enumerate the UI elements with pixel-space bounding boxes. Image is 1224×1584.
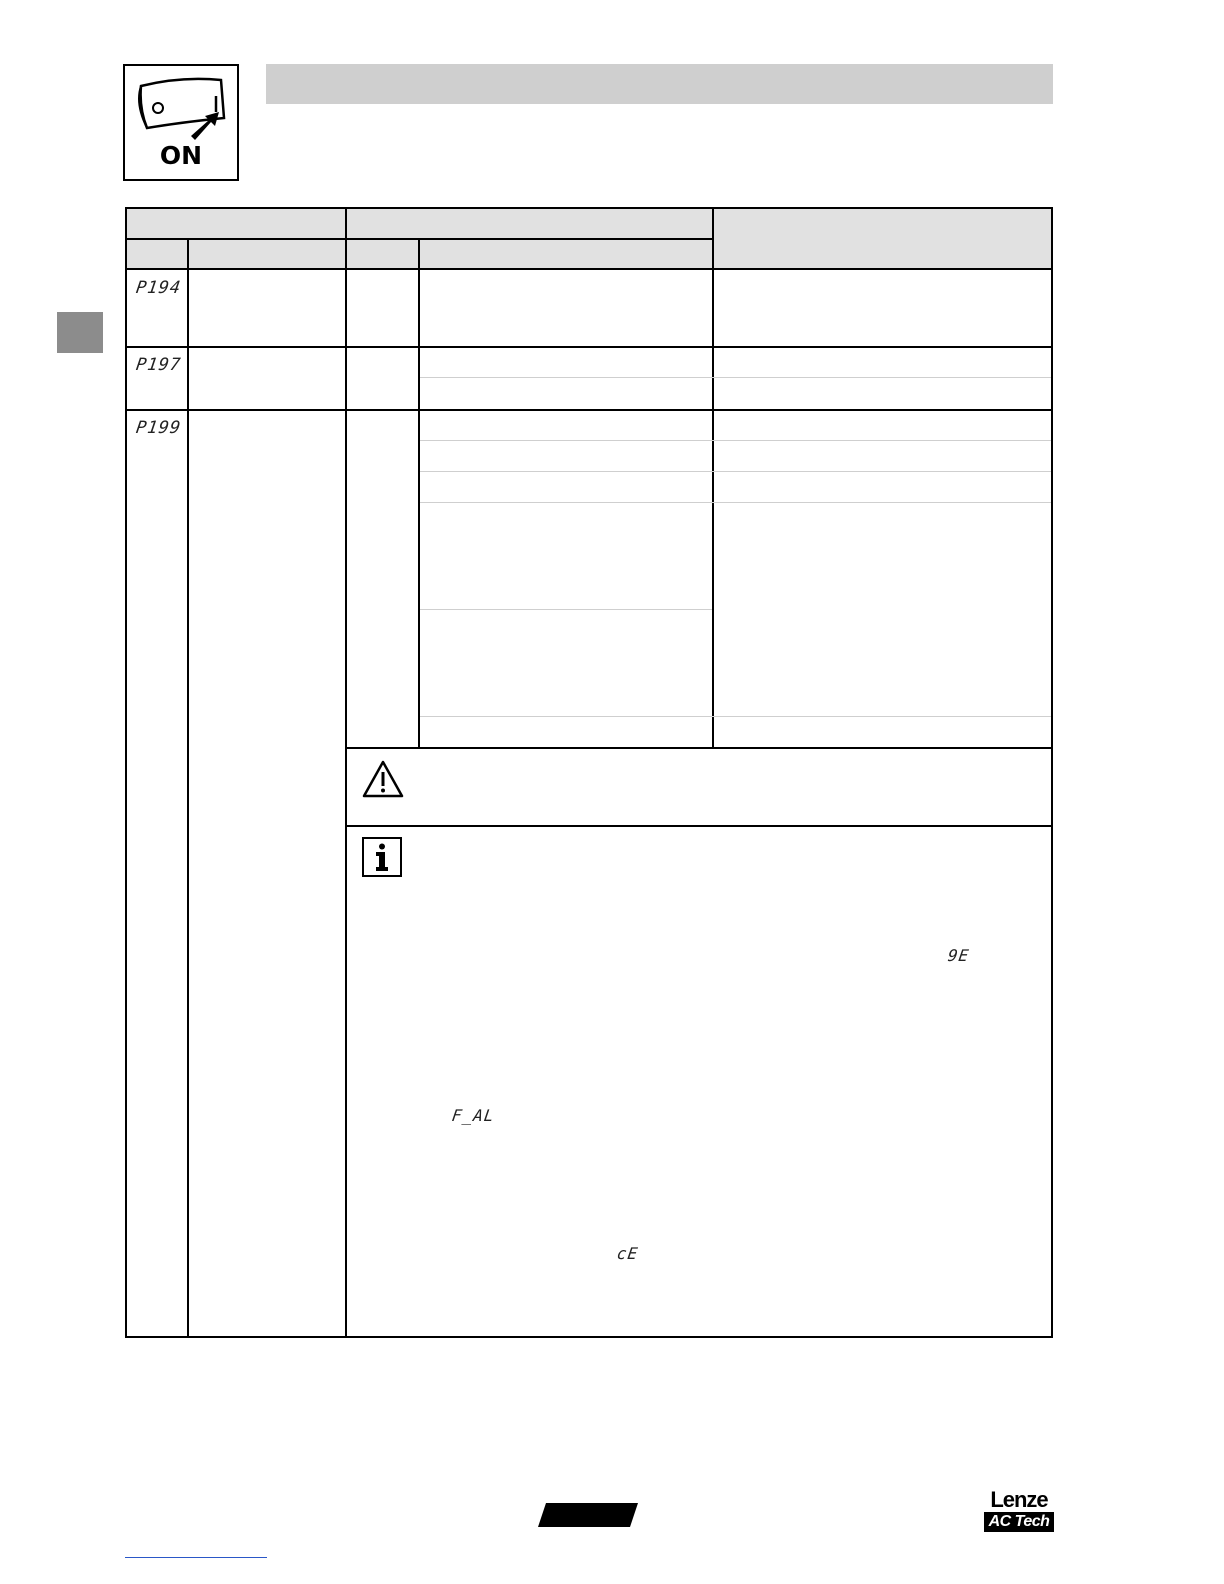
lenze-ac-tech-logo (984, 1489, 1054, 1535)
header-col-divider (712, 207, 714, 268)
table-right-border (1051, 207, 1053, 1338)
header-col-divider (187, 238, 189, 268)
display-glyph: cE (615, 1244, 640, 1263)
row-separator (125, 346, 1053, 348)
header-col-divider (345, 207, 347, 268)
section-header-bar (266, 64, 1053, 104)
name-column-divider (345, 268, 347, 1337)
table-left-border (125, 207, 127, 1338)
subrow-separator (420, 502, 1051, 503)
info-icon (362, 837, 402, 877)
chapter-side-tab (57, 312, 103, 353)
subrow-separator (420, 716, 1051, 717)
subrow-separator (420, 471, 1051, 472)
subrow-separator (420, 609, 712, 610)
note-box-top (345, 825, 1053, 827)
row-separator (125, 409, 1053, 411)
warning-box-top (345, 747, 1053, 749)
subrow-separator (420, 440, 1051, 441)
display-glyph: 9E (946, 946, 971, 965)
subrow-separator (420, 377, 1051, 378)
parameter-code-p199: P199 (134, 418, 183, 438)
display-glyph: F_AL (450, 1106, 496, 1125)
code-column-divider (187, 268, 189, 1337)
on-label: ON (159, 141, 203, 170)
comment-column-divider (712, 268, 714, 748)
parameter-code-p197: P197 (134, 355, 183, 375)
table-top-border (125, 207, 1053, 209)
header-bottom-border (125, 268, 1053, 270)
header-col-divider (418, 238, 420, 268)
parameter-code-p194: P194 (134, 278, 183, 298)
footer-link-underline (125, 1557, 267, 1558)
brand-subname: AC Tech (984, 1512, 1054, 1532)
default-column-divider (418, 268, 420, 748)
warning-icon (361, 759, 405, 799)
brand-name: Lenze (990, 1487, 1048, 1512)
page-number-tab (538, 1503, 638, 1527)
power-on-switch-icon (123, 64, 239, 181)
table-bottom-border (125, 1336, 1053, 1338)
